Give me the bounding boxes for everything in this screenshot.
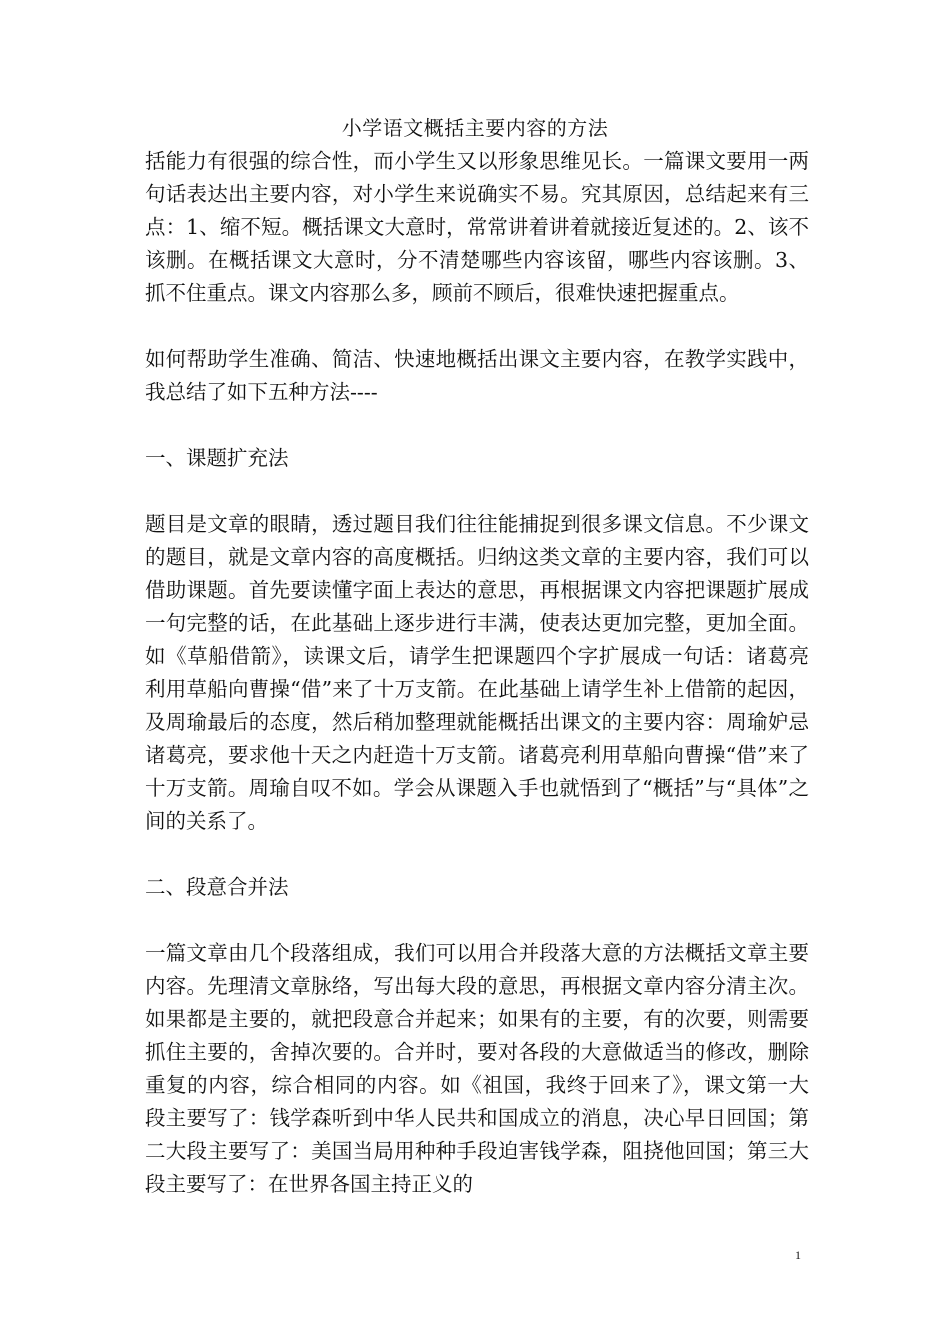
section-heading-2: 二、段意合并法 — [145, 875, 289, 899]
paragraph-question: 如何帮助学生准确、简洁、快速地概括出课文主要内容，在教学实践中，我总结了如下五种方法---- — [145, 347, 809, 404]
document-body — [145, 145, 809, 1201]
paragraph-method-1: 题目是文章的眼睛，透过题目我们往往能捕捉到很多课文信息。不少课文的题目，就是文章内容的高度概括。归纳这类文章的主要内容，我们可以借助课题。首先要读懂字面上表达的意思，再根据课文内容把课题扩展成一句完整的话，在此基础上逐步进行丰满，使表达更加完整，更加全面。如《草船借箭》，读课文后，请学生把课题四个字扩展成一句话：诸葛亮利用草船向曹操“借”来了十万支箭。在此基础上请学生补上借箭的起因，及周瑜最后的态度，然后稍加整理就能概括出课文的主要内容：周瑜妒忌诸葛亮，要求他十天之内赶造十万支箭。诸葛亮利用草船向曹操“借”来了十万支箭。周瑜自叹不如。学会从课题入手也就悟到了“概括”与“具体”之间的关系了。 — [145, 512, 809, 833]
paragraph-intro: 括能力有很强的综合性，而小学生又以形象思维见长。一篇课文要用一两句话表达出主要内容，对小学生来说确实不易。究其原因，总结起来有三点：1、缩不短。概括课文大意时，常常讲着讲着就接近复述的。2、该不该删。在概括课文大意时，分不清楚哪些内容该留，哪些内容该删。3、抓不住重点。课文内容那么多，顾前不顾后，很难快速把握重点。 — [145, 149, 809, 305]
page-number: 1 — [795, 1248, 801, 1262]
paragraph-method-2: 一篇文章由几个段落组成，我们可以用合并段落大意的方法概括文章主要内容。先理清文章脉络，写出每大段的意思，再根据文章内容分清主次。如果都是主要的，就把段意合并起来；如果有的主要，有的次要，则需要抓住主要的，舍掉次要的。合并时，要对各段的大意做适当的修改，删除重复的内容，综合相同的内容。如《祖国，我终于回来了》，课文第一大段主要写了：钱学森听到中华人民共和国成立的消息，决心早日回国；第二大段主要写了：美国当局用种种手段迫害钱学森，阻挠他回国；第三大段主要写了：在世界各国主持正义的 — [145, 941, 809, 1196]
paragraph-gap — [145, 409, 809, 442]
paragraph-gap — [145, 904, 809, 937]
section-heading-1: 一、课题扩充法 — [145, 446, 289, 470]
paragraph-gap — [145, 838, 809, 871]
paragraph-gap — [145, 475, 809, 508]
paragraph-gap — [145, 310, 809, 343]
document-title: 小学语文概括主要内容的方法 — [341, 116, 609, 140]
